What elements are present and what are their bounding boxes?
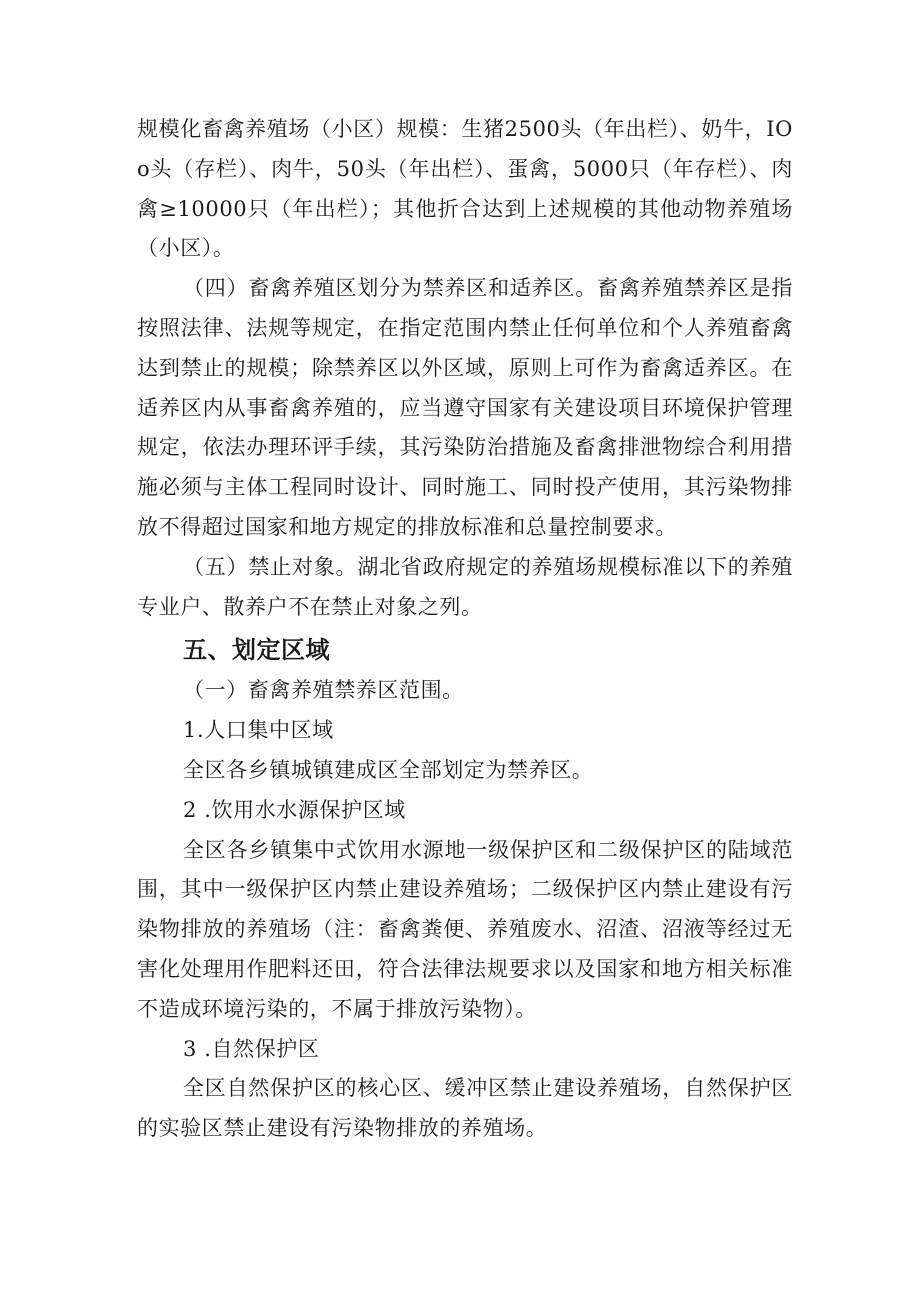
item-text-population-area: 全区各乡镇城镇建成区全部划定为禁养区。	[183, 757, 594, 782]
paragraph-scale-definition: 规模化畜禽养殖场（小区）规模：生猪2500头（年出栏）、奶牛，IOo头（存栏）、肉牛，50头（年出栏）、蛋禽，5000只（年存栏）、肉禽≥10000只（年出栏）；其他折合达到上述规模的其他动物养殖场（小区）。	[137, 117, 793, 261]
item-title-nature-reserve: 3 .自然保护区	[183, 1036, 320, 1061]
section-heading-zoning: 五、划定区域	[183, 636, 330, 665]
subsection-title-prohibited-range: （一）畜禽养殖禁养区范围。	[183, 678, 464, 703]
item-text-water-source: 全区各乡镇集中式饮用水源地一级保护区和二级保护区的陆域范围，其中一级保护区内禁止建设养殖场；二级保护区内禁止建设有污染物排放的养殖场（注：畜禽粪便、养殖废水、沼渣、沼液等经过无害化处理用作肥料还田，符合法律法规要求以及国家和地方相关标准不造成环境污染的，不属于排放污染物）。	[137, 837, 793, 1021]
paragraph-zone-division: （四）畜禽养殖区划分为禁养区和适养区。畜禽养殖禁养区是指按照法律、法规等规定，在指定范围内禁止任何单位和个人养殖畜禽达到禁止的规模；除禁养区以外区域，原则上可作为畜禽适养区。在适养区内从事畜禽养殖的，应当遵守国家有关建设项目环境保护管理规定，依法办理环评手续，其污染防治措施及畜禽排泄物综合利用措施必须与主体工程同时设计、同时施工、同时投产使用，其污染物排放不得超过国家和地方规定的排放标准和总量控制要求。	[137, 276, 793, 539]
paragraph-prohibited-objects: （五）禁止对象。湖北省政府规定的养殖场规模标准以下的养殖专业户、散养户不在禁止对象之列。	[137, 554, 793, 619]
item-text-nature-reserve: 全区自然保护区的核心区、缓冲区禁止建设养殖场，自然保护区的实验区禁止建设有污染物排放的养殖场。	[137, 1076, 793, 1141]
item-title-population-area: 1.人口集中区域	[183, 718, 334, 743]
document-body	[137, 110, 793, 1149]
item-title-water-source: 2 .饮用水水源保护区域	[183, 797, 406, 822]
